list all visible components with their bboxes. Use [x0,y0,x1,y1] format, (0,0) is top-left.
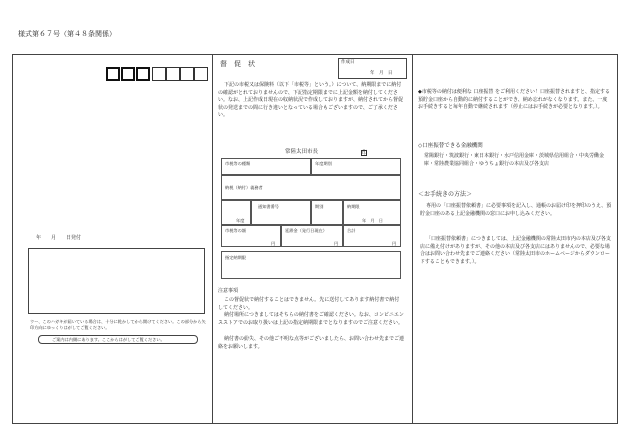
banks-title: ◇口座振替できる金融機関 [418,143,483,149]
field-unit: 円 [334,241,339,246]
procedure-text: 専用の「口座振替依頼書」に必要事項を記入し、通帳のお届け印を押印のうえ、預貯金口座のある上記金融機関の窓口にお申し込みください。 [420,203,612,217]
procedure-title: ＜お手続きの方法＞ [418,191,473,198]
address-box [28,248,205,314]
postal-box [166,67,180,81]
fold-line-2 [412,54,413,424]
field-penalty [281,225,343,247]
field-label: 納税（納付）義務者 [225,185,263,190]
postal-box [121,67,135,81]
caution-3: 納付書の紛失、その他ご不明な点等がございましたら、お問い合わせ先までご連絡をお願いします。 [218,336,405,350]
field-tax-amount [221,225,281,247]
field-due-date [343,200,401,225]
postal-box [180,67,194,81]
postal-box [106,67,120,81]
field-specified-due [221,251,401,279]
direct-debit-intro: ◆市税等の納付は便利な 口座振替 をご利用ください！口座振替されますと、指定する預貯金口座から自動的に納付することができ、納め忘れがなくなります。また、一度お手続きすると毎年自動で継続されます（停止にはお手続きが必要となります。）。 [418,89,611,111]
peel-arrow-text: ご案内は内側にあります。ここからはがしてご覧ください。 [52,337,165,342]
field-label: 延滞金（発行日現在） [285,228,327,233]
field-total [343,225,401,247]
field-unit: 円 [271,241,276,246]
notice-title: 督 促 状 [220,60,255,68]
caution-title: 注意事項 [218,288,239,294]
date-box-value: 年 月 日 [370,71,393,76]
banks-list: 常陽銀行・筑波銀行・東日本銀行・水戸信用金庫・茨城県信用組合・中央労働金庫・常陸農業協同組合・ゆうちょ銀行の本店及び各支店 [424,153,605,167]
postal-box [136,67,150,81]
issuer-name: 常陸太田市長 [285,149,319,155]
field-label: 年度期別 [315,161,332,166]
field-date: 年 月 日 [362,218,383,223]
caution-1: この督促状で納付することはできません。先に送付してあります納付書で納付してください。 [218,297,400,311]
notice-body: 下記の市税又は保険料（以下「市税等」という。）について、納期限までに納付の確認がとれておりませんので、下記指定期限までに上記金額を納付してください。なお、上記作成日現在の収納状況で作成しておりますが、納付されてから督促状の発送までの間に行き違いとなっている場合もございますので、ご了承ください。 [218,82,404,119]
date-box-label: 作成日 [341,60,355,65]
field-year-period [311,158,401,175]
field-label: 通知書番号 [258,204,279,209]
fold-line-1 [212,54,213,424]
peel-note: ウー、このハガキが届いている場合は、十分に乾かしてから開けてください。この部分から矢印方向にゆっくりはがしてご覧ください。 [30,319,206,330]
field-label: 合計 [347,228,356,233]
issue-date-label: 年 月 日発付 [36,235,82,241]
field-label: 納期限 [347,204,360,209]
field-term [311,200,343,225]
seal-mark: 印 [362,150,368,156]
field-payer [221,175,401,200]
field-label: 市税等の種類 [225,161,251,166]
postal-box [194,67,208,81]
field-label: 市税等の額 [225,228,246,233]
field-tax-type [221,158,311,175]
caution-2: 納付場所につきましてはそちらの納付書をご確認ください。なお、コンビニエンスストアでのお取り扱いは上記の指定納期限までとなりますのでご注意ください。 [218,312,404,326]
postal-box [152,67,166,81]
form-number: 様式第６７号（第４８条関係） [18,30,116,38]
procedure-text-2: 「口座振替依頼書」につきましては、上記金融機関の常陸太田市内の本店及び各支店に備え付けがありますが、その他の本店及び各支店にはありませんので、必要な場合はお問い合わせ先までご連絡ください（常陸太田市のホームページからダウンロードすることもできます。）。 [420,236,611,265]
field-label: 年度 [236,218,245,223]
field-unit: 円 [392,241,397,246]
field-notice-number [251,200,311,225]
field-label: 期別 [315,204,324,209]
field-year [221,200,251,225]
field-label: 指定納期限 [225,255,246,260]
